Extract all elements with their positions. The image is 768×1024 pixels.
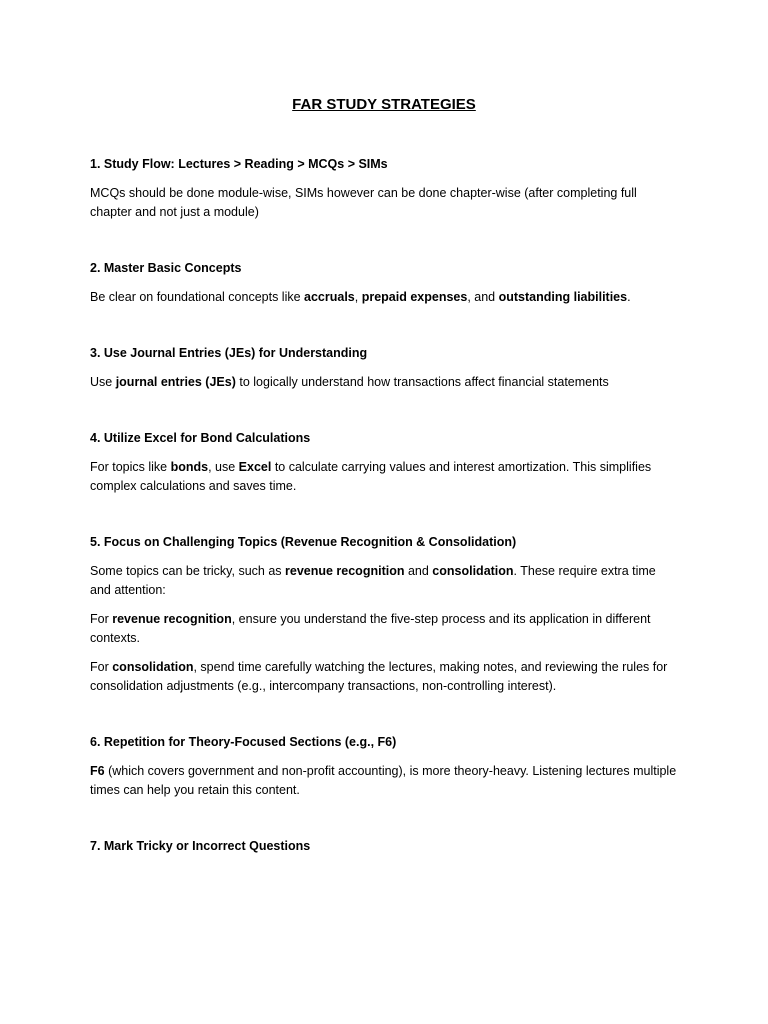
section-6 [90, 733, 680, 800]
text-run: , and [467, 290, 499, 304]
text-run: (which covers government and non-profit accounting), is more theory-heavy. Listening lectures multiple times can help you retain this content. [90, 764, 677, 797]
section-3 [90, 344, 680, 392]
bold-text: consolidation [432, 564, 514, 578]
section-heading: 3. Use Journal Entries (JEs) for Understanding [90, 346, 368, 360]
bold-text: consolidation [112, 660, 194, 674]
section-heading: 6. Repetition for Theory-Focused Sections (e.g., F6) [90, 735, 397, 749]
bold-text: revenue recognition [112, 612, 232, 626]
paragraph [90, 610, 680, 648]
text-run: For [90, 612, 113, 626]
section-4 [90, 429, 680, 496]
text-run: , [354, 290, 362, 304]
paragraph [90, 184, 680, 222]
section-heading: 2. Master Basic Concepts [90, 261, 242, 275]
section-heading: 4. Utilize Excel for Bond Calculations [90, 431, 311, 445]
text-run: . [627, 290, 631, 304]
text-run: Be clear on foundational concepts like [90, 290, 305, 304]
paragraph [90, 288, 680, 307]
text-run: , use [208, 460, 239, 474]
text-run: For [90, 660, 113, 674]
paragraph [90, 458, 680, 496]
text-run: to logically understand how transactions affect financial statements [235, 375, 609, 389]
bold-text: journal entries (JEs) [115, 375, 236, 389]
text-run: For topics like [90, 460, 171, 474]
paragraph [90, 562, 680, 600]
section-1 [90, 155, 680, 222]
section-2 [90, 259, 680, 307]
text-run: to calculate carrying values and interest amortization. This simplifies complex calculations and saves time. [90, 460, 652, 493]
section-heading: 1. Study Flow: Lectures > Reading > MCQs > SIMs [90, 157, 388, 171]
bold-text: bonds [170, 460, 209, 474]
text-run: , ensure you understand the five-step process and its application in different contexts. [90, 612, 651, 645]
paragraph [90, 658, 680, 696]
document-body [90, 155, 680, 893]
section-7 [90, 837, 680, 856]
text-run: MCQs should be done module-wise, SIMs however can be done chapter-wise (after completing full chapter and not just a module) [90, 186, 637, 219]
bold-text: prepaid expenses [361, 290, 468, 304]
bold-text: F6 [90, 764, 105, 778]
section-heading: 7. Mark Tricky or Incorrect Questions [90, 839, 311, 853]
bold-text: accruals [304, 290, 355, 304]
text-run: Some topics can be tricky, such as [90, 564, 285, 578]
bold-text: Excel [238, 460, 272, 474]
text-run: Use [90, 375, 116, 389]
text-run: and [404, 564, 433, 578]
text-run: , spend time carefully watching the lectures, making notes, and reviewing the rules for consolidation adjustments (e.g., intercompany transactions, non-controlling interest). [90, 660, 668, 693]
paragraph [90, 762, 680, 800]
paragraph [90, 373, 680, 392]
text-run: . These require extra time and attention: [90, 564, 656, 597]
section-heading: 5. Focus on Challenging Topics (Revenue Recognition & Consolidation) [90, 535, 517, 549]
section-5 [90, 533, 680, 696]
document-title: FAR STUDY STRATEGIES [292, 96, 476, 113]
bold-text: outstanding liabilities [498, 290, 628, 304]
bold-text: revenue recognition [285, 564, 405, 578]
